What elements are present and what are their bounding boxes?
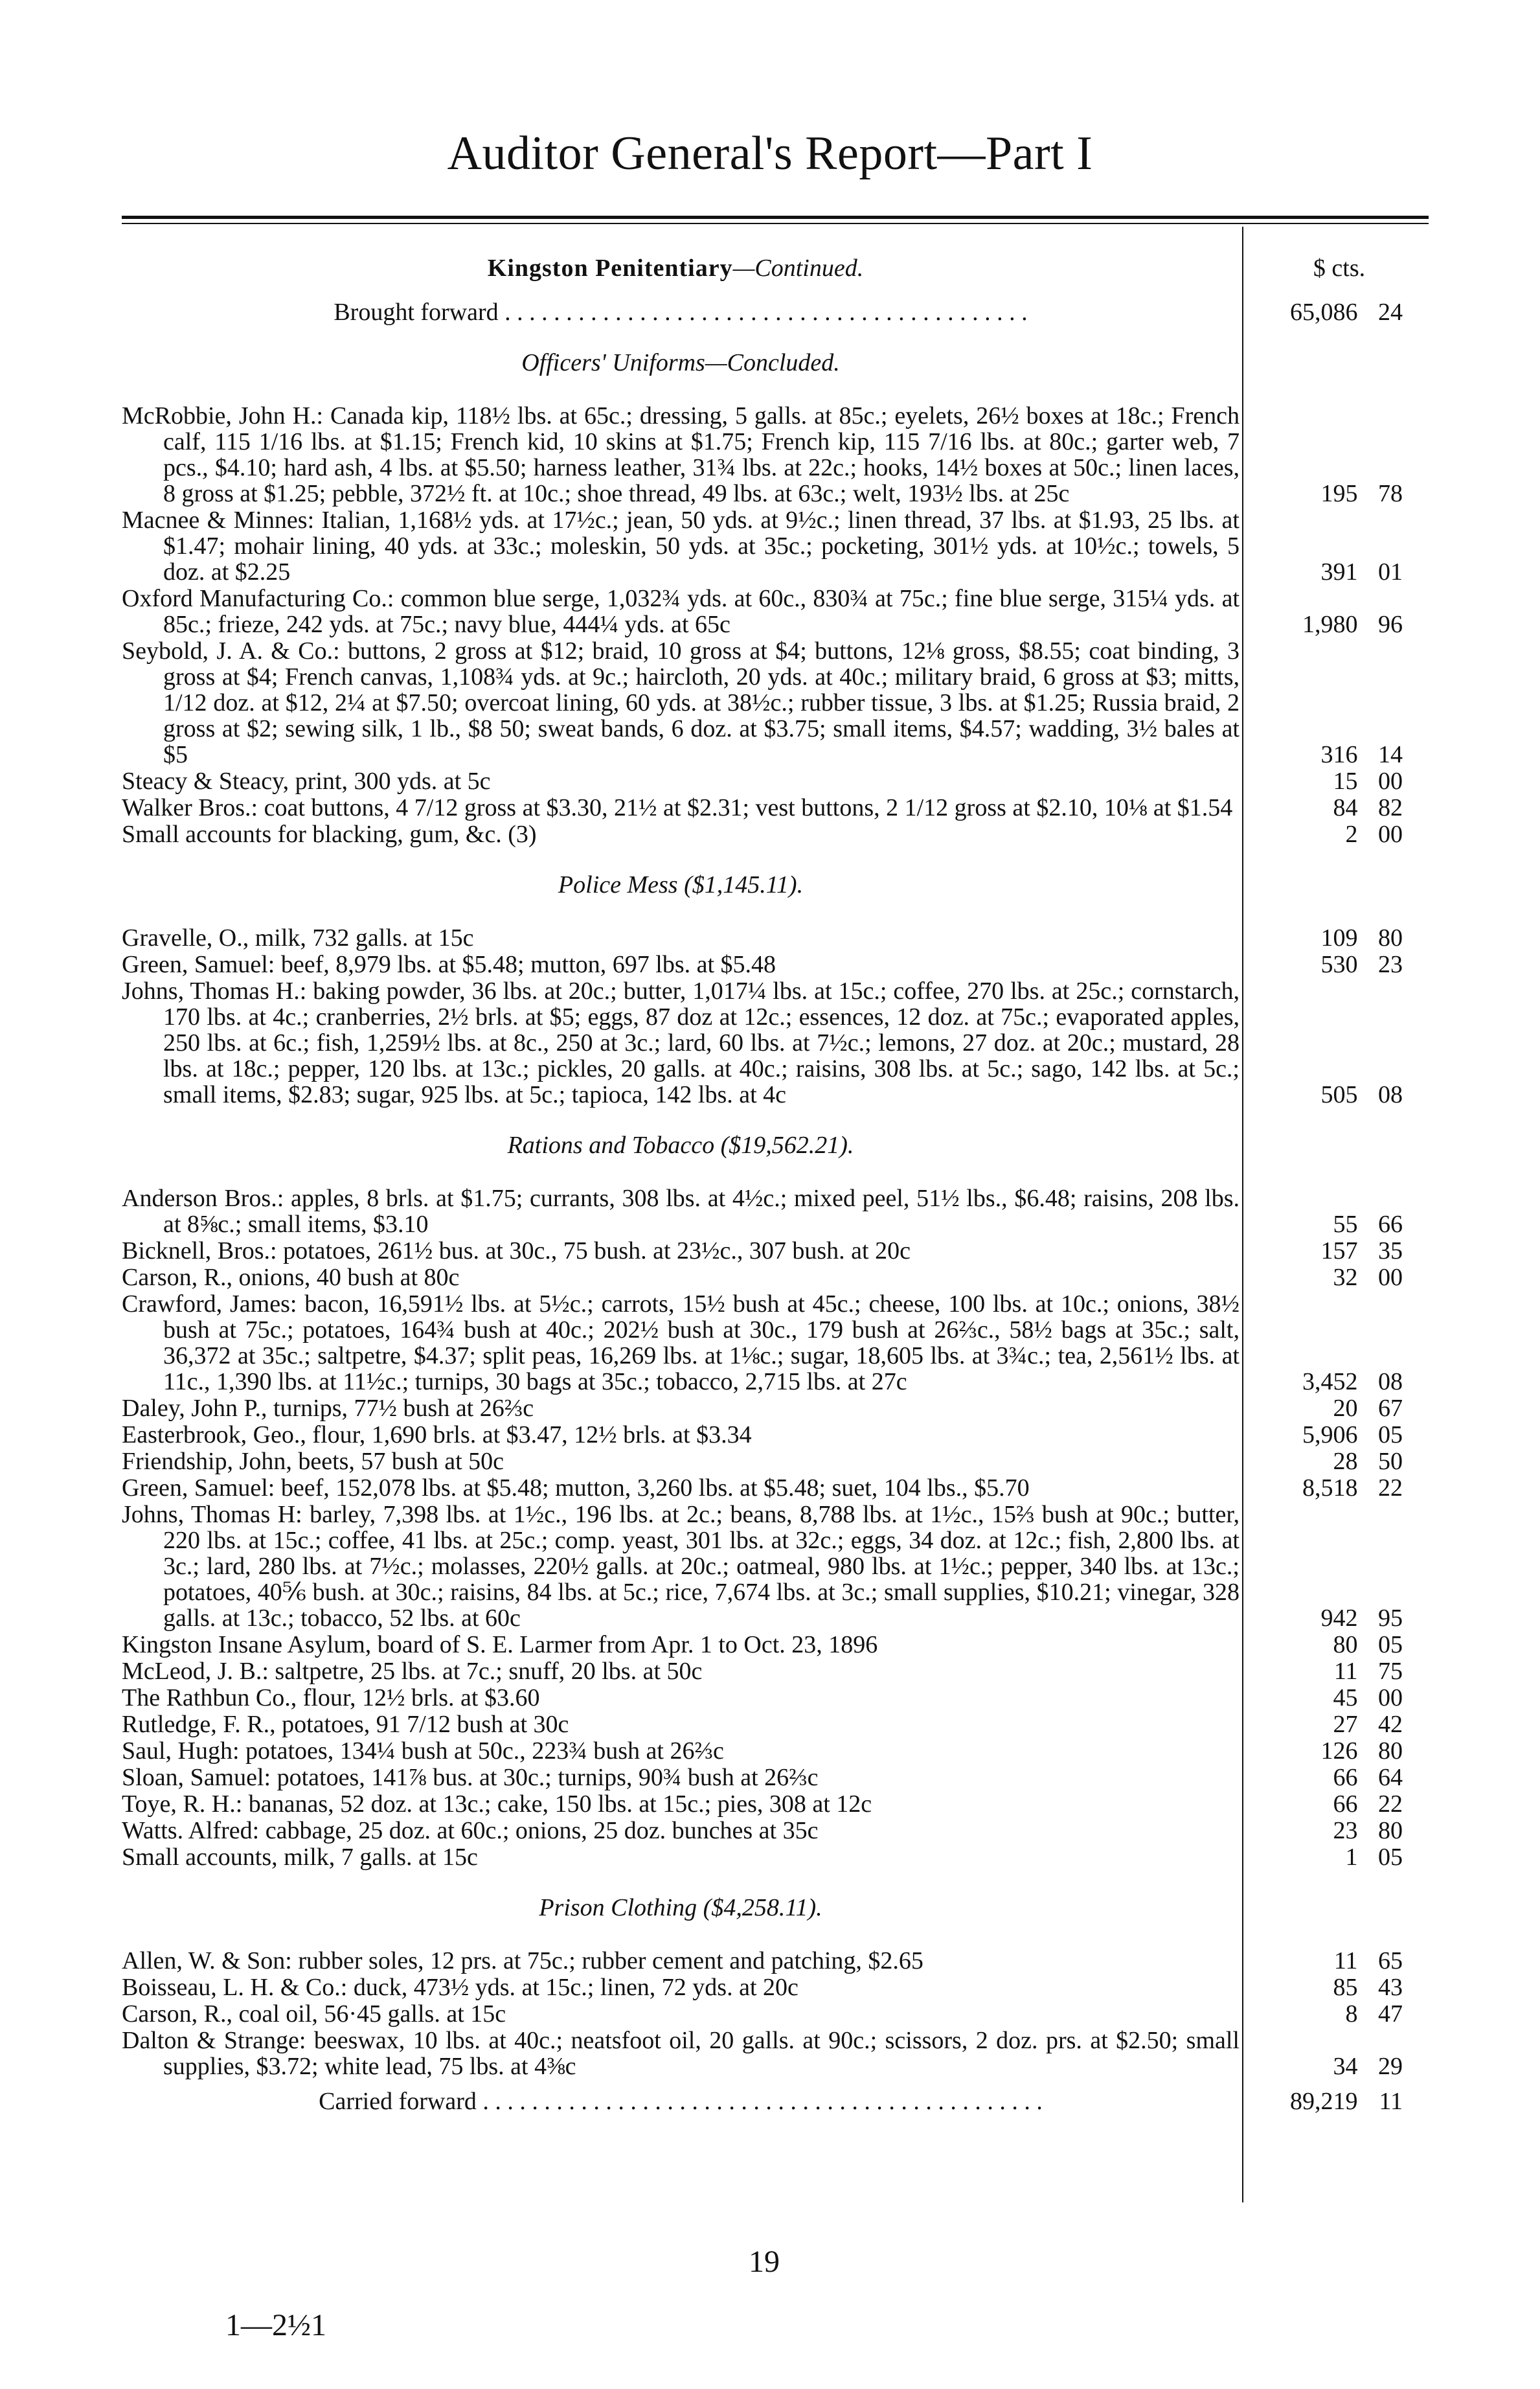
entry-description: Small accounts, milk, 7 galls. at 15c (122, 1844, 478, 1871)
page-number: 19 (749, 2245, 780, 2279)
entry-description: Kingston Insane Asylum, board of S. E. Larmer from Apr. 1 to Oct. 23, 1896 (122, 1631, 878, 1658)
ledger-entry (122, 1632, 1429, 1658)
ledger-entry (122, 1685, 1429, 1711)
entry-cents: 05 (1378, 1844, 1403, 1871)
entry-cents: 80 (1378, 924, 1403, 952)
entry-dollars: 3,452 (1302, 1368, 1358, 1395)
ledger-entry (122, 795, 1429, 821)
entry-description: Sloan, Samuel: potatoes, 141⅞ bus. at 30c.; turnips, 90¾ bush at 26⅔c (122, 1764, 819, 1791)
section-heading: Rations and Tobacco ($19,562.21). (507, 1132, 854, 1159)
entry-dollars: 11 (1333, 1658, 1358, 1685)
entry-description: Anderson Bros.: apples, 8 brls. at $1.75; currants, 308 lbs. at 4½c.; mixed peel, 51½ lbs., $6.48; raisins, 208 lbs. at 8⅝c.; small items, $3.10 (122, 1185, 1240, 1238)
entry-cents: 64 (1378, 1764, 1403, 1791)
carried-forward-cents: 11 (1379, 2088, 1403, 2115)
ledger-entry (122, 1264, 1429, 1290)
entry-description: McRobbie, John H.: Canada kip, 118½ lbs. at 65c.; dressing, 5 galls. at 85c.; eyelets, 26½ boxes at 18c.; French calf, 115 1/16 lbs. at $1.15; French kid, 10 skins at $1.75; French kip, 115 7/16 lbs. at 80c.; garter web, 7 pcs., $4.10; hard ash, 4 lbs. at $5.50; harness leather, 31¾ lbs. at 22c.; hooks, 14½ boxes at 50c.; linen laces, 8 gross at $1.25; pebble, 372½ ft. at 10c.; shoe thread, 49 lbs. at 63c.; welt, 193½ lbs. at 25c (122, 402, 1240, 507)
amount-column-header: $ cts. (1313, 255, 1366, 282)
entry-cents: 29 (1378, 2053, 1403, 2080)
entry-dollars: 66 (1333, 1764, 1358, 1791)
ledger-entry (122, 1974, 1429, 2000)
entry-dollars: 34 (1333, 2053, 1358, 2080)
carried-forward-dollars: 89,219 (1290, 2088, 1358, 2115)
entry-dollars: 391 (1320, 558, 1358, 586)
carried-forward-label: Carried forward (319, 2088, 477, 2115)
carried-forward-row: Carried forward . . . . . . . . . . . . . . . . . . . . . . . . . . . . . . . . . . . . . . . . . . . . . . 89,219 11 (319, 2088, 1403, 2115)
entry-dollars: 8 (1345, 2000, 1358, 2028)
entry-cents: 65 (1378, 1947, 1403, 1974)
ledger-entry (122, 768, 1429, 794)
entry-description: Allen, W. & Son: rubber soles, 12 prs. at 75c.; rubber cement and patching, $2.65 (122, 1947, 923, 1974)
entry-cents: 05 (1378, 1421, 1403, 1448)
entry-cents: 22 (1378, 1790, 1403, 1818)
entry-dollars: 530 (1320, 951, 1358, 978)
entry-cents: 66 (1378, 1211, 1403, 1238)
entry-dollars: 1,980 (1302, 611, 1358, 638)
entry-dollars: 45 (1333, 1684, 1358, 1711)
entry-cents: 08 (1378, 1081, 1403, 1108)
entry-dollars: 109 (1320, 924, 1358, 952)
section-heading: Police Mess ($1,145.11). (558, 871, 804, 898)
ledger-entry (122, 1502, 1429, 1631)
entry-cents: 42 (1378, 1711, 1403, 1738)
header-rule-thin (122, 223, 1429, 224)
entry-description: Watts. Alfred: cabbage, 25 doz. at 60c.; onions, 25 doz. bunches at 35c (122, 1817, 819, 1844)
entry-description: Green, Samuel: beef, 8,979 lbs. at $5.48; mutton, 697 lbs. at $5.48 (122, 951, 776, 978)
ledger-entry (122, 1291, 1429, 1395)
entry-dollars: 66 (1333, 1790, 1358, 1818)
entry-description: The Rathbun Co., flour, 12½ brls. at $3.60 (122, 1684, 540, 1711)
entry-dollars: 55 (1333, 1211, 1358, 1238)
ledger-entry (122, 586, 1429, 637)
entry-dollars: 2 (1345, 821, 1358, 848)
entry-description: Johns, Thomas H.: baking powder, 36 lbs. at 20c.; butter, 1,017¼ lbs. at 15c.; coffee, 270 lbs. at 25c.; cornstarch, 170 lbs. at 4c.; cranberries, 2½ brls. at $5; eggs, 87 doz at 12c.; essences, 12 doz. at 75c.; evaporated apples, 250 lbs. at 6c.; fish, 1,259½ lbs. at 8c., 250 at 3c.; lard, 60 lbs. at 7½c.; lemons, 27 doz. at 20c.; mustard, 28 lbs. at 18c.; pepper, 120 lbs. at 13c.; pickles, 20 galls. at 40c.; raisins, 308 lbs. at 5c.; sago, 142 lbs. at 5c.; small items, $2.83; sugar, 925 lbs. at 5c.; tapioca, 142 lbs. at 4c (122, 977, 1240, 1108)
entry-cents: 67 (1378, 1395, 1403, 1422)
entry-cents: 00 (1378, 768, 1403, 795)
entry-dollars: 316 (1320, 741, 1358, 768)
entry-dollars: 942 (1320, 1605, 1358, 1632)
entry-cents: 47 (1378, 2000, 1403, 2028)
entry-cents: 80 (1378, 1737, 1403, 1765)
ledger-entry (122, 1818, 1429, 1844)
ledger-entry (122, 1475, 1429, 1501)
entry-cents: 22 (1378, 1474, 1403, 1502)
ledger-entry (122, 1791, 1429, 1817)
ledger-entry (122, 1765, 1429, 1790)
entry-cents: 05 (1378, 1631, 1403, 1658)
brought-forward-row: Brought forward . . . . . . . . . . . . . . . . . . . . . . . . . . . . . . . . . . . . . . . . . . . 65,086 24 (334, 299, 1403, 326)
entry-dollars: 80 (1333, 1631, 1358, 1658)
entry-description: McLeod, J. B.: saltpetre, 25 lbs. at 7c.; snuff, 20 lbs. at 50c (122, 1658, 703, 1685)
report-section-header (122, 254, 1229, 282)
entry-description: Bicknell, Bros.: potatoes, 261½ bus. at 30c., 75 bush. at 23½c., 307 bush. at 20c (122, 1237, 911, 1264)
entry-description: Saul, Hugh: potatoes, 134¼ bush at 50c., 223¾ bush at 26⅔c (122, 1737, 724, 1765)
section-heading: Prison Clothing ($4,258.11). (539, 1894, 822, 1921)
entry-dollars: 23 (1333, 1817, 1358, 1844)
ledger-entry (122, 925, 1429, 951)
entry-description: Toye, R. H.: bananas, 52 doz. at 13c.; cake, 150 lbs. at 15c.; pies, 308 at 12c (122, 1790, 872, 1818)
section-heading: Officers' Uniforms—Concluded. (521, 349, 840, 376)
entry-cents: 95 (1378, 1605, 1403, 1632)
brought-forward-dollars: 65,086 (1290, 299, 1358, 326)
ledger-entry (122, 2028, 1429, 2079)
entry-dollars: 5,906 (1302, 1421, 1358, 1448)
entry-cents: 96 (1378, 611, 1403, 638)
entry-cents: 80 (1378, 1817, 1403, 1844)
entry-description: Seybold, J. A. & Co.: buttons, 2 gross at $12; braid, 10 gross at $4; buttons, 12⅛ gross, $8.55; coat binding, 3 gross at $4; French canvas, 1,108¾ yds. at 9c.; haircloth, 20 yds. at 40c.; military braid, 6 gross at $3; mitts, 1/12 doz. at $12, 2¼ at $7.50; overcoat lining, 60 yds. at 38½c.; rubber tissue, 3 lbs. at $1.25; Russia braid, 2 gross at $2; sewing silk, 1 lb., $8 50; sweat bands, 6 doz. at $3.75; small items, $4.57; wadding, 3½ bales at $5 (122, 637, 1240, 768)
ledger-entry (122, 1395, 1429, 1421)
entry-cents: 01 (1378, 558, 1403, 586)
entry-cents: 08 (1378, 1368, 1403, 1395)
entry-dollars: 28 (1333, 1448, 1358, 1475)
ledger-entry (122, 1422, 1429, 1448)
entry-dollars: 84 (1333, 794, 1358, 821)
entry-cents: 75 (1378, 1658, 1403, 1685)
ledger-entry (122, 1738, 1429, 1764)
section-continued: —Continued. (732, 255, 864, 282)
entry-description: Crawford, James: bacon, 16,591½ lbs. at 5½c.; carrots, 15½ bush at 45c.; cheese, 100 lbs. at 10c.; onions, 38½ bush at 75c.; potatoes, 164¾ bush at 40c.; 202½ bush at 30c., 179 bush at 26⅔c., 58½ bags at 35c.; salt, 36,372 at 35c.; saltpetre, $4.37; split peas, 16,269 lbs. at 1⅛c.; sugar, 18,605 lbs. at 3¾c.; tea, 2,561½ lbs. at 11c., 1,390 lbs. at 11½c.; turnips, 30 bags at 35c.; tobacco, 2,715 lbs. at 27c (122, 1290, 1240, 1395)
ledger-entry (122, 978, 1429, 1108)
brought-forward-cents: 24 (1378, 299, 1403, 326)
entry-description: Gravelle, O., milk, 732 galls. at 15c (122, 924, 474, 952)
ledger-entry (122, 1658, 1429, 1684)
entry-dollars: 20 (1333, 1395, 1358, 1422)
entry-cents: 00 (1378, 1684, 1403, 1711)
entry-dollars: 157 (1320, 1237, 1358, 1264)
entry-dollars: 85 (1333, 1974, 1358, 2001)
page-title: Auditor General's Report—Part I (447, 127, 1093, 180)
ledger-sections (122, 349, 1429, 2079)
entry-description: Carson, R., coal oil, 56·45 galls. at 15c (122, 2000, 506, 2028)
entry-dollars: 505 (1320, 1081, 1358, 1108)
entry-cents: 23 (1378, 951, 1403, 978)
entry-dollars: 126 (1320, 1737, 1358, 1765)
entry-dollars: 1 (1345, 1844, 1358, 1871)
ledger-entry (122, 2001, 1429, 2027)
entry-description: Macnee & Minnes: Italian, 1,168½ yds. at 17½c.; jean, 50 yds. at 9½c.; linen thread, 37 lbs. at $1.93, 25 lbs. at $1.47; mohair lining, 40 yds. at 33c.; moleskin, 50 yds. at 35c.; pocketing, 301½ yds. at 10½c.; towels, 5 doz. at $2.25 (122, 507, 1240, 586)
entry-dollars: 11 (1333, 1947, 1358, 1974)
entry-description: Easterbrook, Geo., flour, 1,690 brls. at $3.47, 12½ brls. at $3.34 (122, 1421, 752, 1448)
ledger-entry (122, 507, 1429, 585)
ledger-entry (122, 1185, 1429, 1237)
entry-cents: 50 (1378, 1448, 1403, 1475)
entry-dollars: 195 (1320, 480, 1358, 507)
ledger-entry (122, 1711, 1429, 1737)
entry-description: Boisseau, L. H. & Co.: duck, 473½ yds. at 15c.; linen, 72 yds. at 20c (122, 1974, 798, 2001)
entry-cents: 82 (1378, 794, 1403, 821)
entry-cents: 14 (1378, 741, 1403, 768)
entry-description: Steacy & Steacy, print, 300 yds. at 5c (122, 768, 491, 795)
ledger-entry (122, 638, 1429, 768)
ledger-entry (122, 1948, 1429, 1974)
signature-mark: 1—2½1 (225, 2308, 326, 2342)
entry-dollars: 32 (1333, 1264, 1358, 1291)
entry-description: Green, Samuel: beef, 152,078 lbs. at $5.48; mutton, 3,260 lbs. at $5.48; suet, 104 lbs., $5.70 (122, 1474, 1030, 1502)
entry-description: Oxford Manufacturing Co.: common blue serge, 1,032¾ yds. at 60c., 830¾ at 75c.; fine blue serge, 315¼ yds. at 85c.; frieze, 242 yds. at 75c.; navy blue, 444¼ yds. at 65c (122, 585, 1240, 638)
entry-cents: 35 (1378, 1237, 1403, 1264)
entry-cents: 78 (1378, 480, 1403, 507)
entry-description: Rutledge, F. R., potatoes, 91 7/12 bush at 30c (122, 1711, 569, 1738)
entry-description: Carson, R., onions, 40 bush at 80c (122, 1264, 460, 1291)
entry-description: Small accounts for blacking, gum, &c. (3) (122, 821, 537, 848)
entry-dollars: 8,518 (1302, 1474, 1358, 1502)
entry-description: Dalton & Strange: beeswax, 10 lbs. at 40c.; neatsfoot oil, 20 galls. at 90c.; scissors, 2 doz. prs. at $2.50; small supplies, $3.72; white lead, 75 lbs. at 4⅜c (122, 2027, 1240, 2080)
ledger-entry (122, 1448, 1429, 1474)
ledger-entry (122, 403, 1429, 507)
ledger-entry (122, 1844, 1429, 1870)
entry-cents: 00 (1378, 1264, 1403, 1291)
entry-description: Johns, Thomas H: barley, 7,398 lbs. at 1½c., 196 lbs. at 2c.; beans, 8,788 lbs. at 1½c., 15⅔ bush at 90c.; butter, 220 lbs. at 15c.; coffee, 41 lbs. at 25c.; comp. yeast, 301 lbs. at 32c.; eggs, 34 doz. at 12c.; fish, 2,800 lbs. at 3c.; lard, 280 lbs. at 7½c.; molasses, 220½ galls. at 20c.; oatmeal, 980 lbs. at 1½c.; pepper, 340 lbs. at 13c.; potatoes, 40⅚ bush. at 30c.; raisins, 84 lbs. at 5c.; rice, 7,674 lbs. at 3c.; small supplies, $10.21; vinegar, 328 galls. at 13c.; tobacco, 52 lbs. at 60c (122, 1501, 1240, 1632)
ledger-entry (122, 821, 1429, 847)
section-title: Kingston Penitentiary (487, 255, 733, 282)
ledger-entry (122, 1238, 1429, 1264)
entry-description: Friendship, John, beets, 57 bush at 50c (122, 1448, 504, 1475)
entry-dollars: 15 (1333, 768, 1358, 795)
brought-forward-label: Brought forward (334, 299, 499, 326)
entry-description: Daley, John P., turnips, 77½ bush at 26⅔c (122, 1395, 534, 1422)
ledger-entry (122, 952, 1429, 977)
entry-description: Walker Bros.: coat buttons, 4 7/12 gross at $3.30, 21½ at $2.31; vest buttons, 2 1/12 gross at $2.10, 10⅛ at $1.54 (122, 794, 1233, 821)
entry-dollars: 27 (1333, 1711, 1358, 1738)
header-rule-thick (122, 216, 1429, 219)
ledger-body (122, 299, 1429, 2114)
entry-cents: 43 (1378, 1974, 1403, 2001)
entry-cents: 00 (1378, 821, 1403, 848)
